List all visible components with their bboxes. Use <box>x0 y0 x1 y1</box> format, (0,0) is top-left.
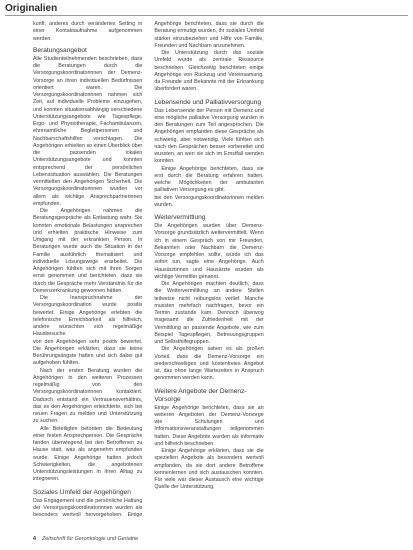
paragraph: von den Angehörigen sehr positiv bewertet. Die Angehörigen erklärten, dass sie keine Berührungsängste hatten und sich dabei gut aufgehoben fühlten. <box>33 338 143 367</box>
text-columns <box>33 21 385 525</box>
page-footer <box>33 536 138 542</box>
paragraph: Die Inanspruchnahme der Versorgungskoordination wurde positiv bewertet. Einige Angehörige erlebten die telefonische Erreichbarkeit als hilfreich, andere wünschten sich regelmäßige Hausbesuche. <box>33 295 143 338</box>
section-heading: Weitere Angebote der Demenz-Vorsorge <box>154 387 247 403</box>
paragraph: Die Angehörigen sahen es als großen Vorteil, dass die Demenz-Vorsorge ein niederschwelliges und kostenfreies Angebot ist, das ohne lange Wartezeiten in Anspruch genommen werden kann. <box>154 346 264 382</box>
paragraph: Die Unterstützung durch das soziale Umfeld wurde als zentrale Ressource beschrieben. Gleichzeitig berichteten einige Angehörige von Rückzug und Vereinsamung, da Freunde und Bekannte mit der Erkrankung überfordert waren. <box>154 50 264 93</box>
paragraph: Nach der ersten Beratung wurden die Angehörigen in den weiteren Prozessen regelmäßig von den Versorgungskoordinatorinnen kontaktiert. Dadurch entstand ein Vertrauensverhältnis, das es den Angehörigen erleichterte, sich bei neuen Fragen zu melden und Unterstützung zu suchen. <box>33 367 143 425</box>
header-rule <box>5 15 408 16</box>
section-heading: Lebensende und Palliativversorgung <box>154 98 262 106</box>
paragraph: Die Angehörigen nahmen die Beratungsgespräche als Entlastung wahr. Sie konnten emotionale Belastungen ansprechen und erhielten praktische Hinweise zum Umgang mit der erkrankten Person. In Beratungen wurde auch die Situation in der Familie ausführlich thematisiert und individuelle Lösungswege erarbeitet. Die Angehörigen fühlten sich mit ihren Sorgen ernst genommen und berichteten, dass sie durch die Gespräche mehr Verständnis für die Demenzerkrankung gewonnen hätten. <box>33 208 143 294</box>
journal-name: Zeitschrift für Gerontologie und Geriatrie <box>42 536 139 542</box>
section-heading: Beratungsangebot <box>33 46 87 54</box>
section-heading: Soziales Umfeld der Angehörigen <box>33 488 131 496</box>
paragraph: Einige Angehörige berichteten, dass sie erst durch die Beratung erfahren hatten, welche Möglichkeiten der ambulanten palliativen Versorgung es gibt. <box>154 165 264 194</box>
section-rubric: Originalien <box>5 3 58 14</box>
paragraph: Einige Angehörige erklärten, dass sie die speziellen Angebote als besonders wertvoll empfanden, da sie dort andere Betroffene kennenlernen und sich austauschen konnten. Für viele war dieser Austausch eine wichtige Quelle der Unterstützung. <box>154 448 264 491</box>
paragraph: Die Angehörigen wurden über Demenz-Vorsorge grundsätzlich weitervermittelt. Wenn ich in einem Gespräch von mir Freunden, Bekannten oder Nachbarn die Demenz-Vorsorge empfehlen sollte, würde ich das sofort tun, sagte eine Angehörige. Auch Hausärztinnen und Hausärzte wurden als wichtige Vermittler genannt. <box>154 223 264 280</box>
paragraph: Einige Angehörige berichteten, dass sie an weiteren Angeboten der Demenz-Vorsorge wie Schulungen und Informationsveranstaltungen teilgenommen hatten. Diese Angebote wurden als informativ und hilfreich beschrieben. <box>154 404 264 447</box>
paragraph: Die Angehörigen machten deutlich, dass die Weitervermittlung an andere Stellen teilweise nicht reibungslos verlief. Manche mussten mehrfach nachfragen, bevor ein Termin zustande kam. Dennoch überwog insgesamt die Zufriedenheit mit der Vermittlung an passende Angebote, wie zum Beispiel Tagespflegen, Betreuungsgruppen und Selbsthilfegruppen. <box>154 281 264 345</box>
page-number: 4 <box>33 536 36 542</box>
section-heading: Weitervermittlung <box>154 214 206 221</box>
paragraph: Das Lebensende der Person mit Demenz und eine mögliche palliative Versorgung wurden in den Beratungen zum Teil angesprochen. Die Angehörigen empfanden diese Gespräche als schwierig, aber notwendig. Viele fühlten sich nach den Gesprächen besser vorbereitet und wussten, an wen sie sich im Ernstfall wenden konnten. <box>154 107 264 165</box>
paragraph: Das Engagement und die persönliche Haltung der Versorgungskoordinatorinnen wurden als besonders wertvoll hervorgehoben. Einige Angehörige berichteten, dass sie durch die Beratung ermutigt wurden, ihr soziales Umfeld stärker einzubeziehen und Hilfe von Familie, Freunden und Nachbarn anzunehmen. <box>33 21 264 518</box>
paragraph: Alle Beteiligten betonten die Bedeutung einer festen Ansprechperson. Die Gespräche fanden überwiegend bei den Betroffenen zu Hause statt, was als angenehm empfunden wurde. Einige Angehörige hatten jedoch Schwierigkeiten, die angebotenen Unterstützungsleistungen in ihren Alltag zu integrieren. <box>33 425 143 483</box>
paragraph: Alle Studienteilnehmenden beschrieben, dass die Beratungen durch die Versorgungskoordinatorinnen der Demenz-Vorsorge an ihren individuellen Bedürfnissen orientiert waren. Die Versorgungskoordinatorinnen nahmen sich Zeit, auf individuelle Probleme einzugehen, und konnten situationsabhängig verschiedene Unterstützungsangebote wie Tagespflege, Ergo- und Physiotherapie, Fachambulanzen, ehrenamtliche Begleitpersonen und Nachbarschaftshilfen vorschlagen. Die Angehörigen erhielten so einen Überblick über die passenden lokalen Unterstützungsangebote und konnten entsprechend der persönlichen Lebenssituation auswählen. Die Beratungen vermittelten den Angehörigen Sicherheit. Die Versorgungskoordinatorinnen wurden vor allem als wichtige Ansprechpartnerinnen empfunden. <box>33 55 143 207</box>
paragraph: bei den Versorgungskoordinatorinnen melden wurden. <box>154 194 264 208</box>
paragraph: kunft, anderes durch verändertes Setting in einer Kontaktaufnahme aufgenommen werden. <box>33 21 143 42</box>
